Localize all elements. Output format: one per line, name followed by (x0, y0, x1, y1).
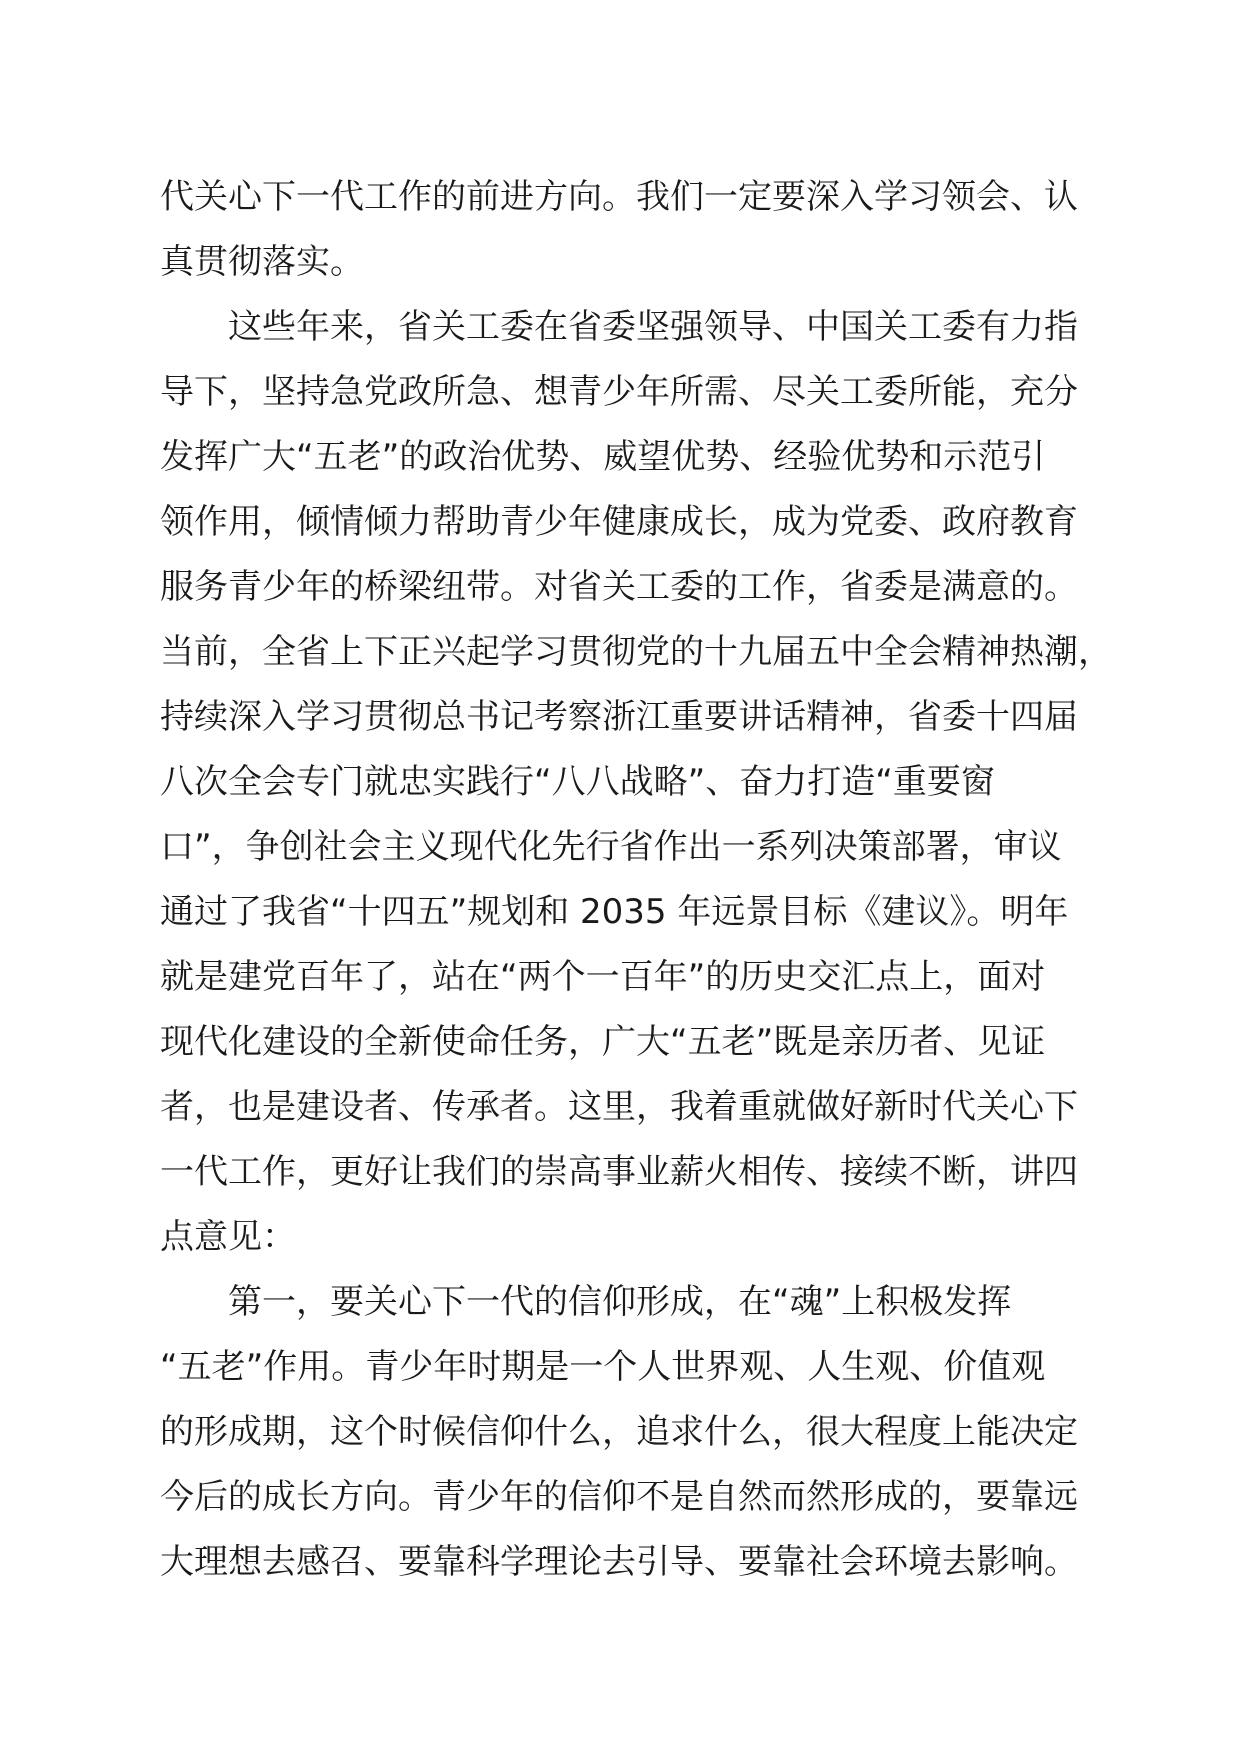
text-line: 大理想去感召、要靠科学理论去引导、要靠社会环境去影响。 (160, 1542, 1078, 1582)
body-text (160, 165, 1120, 1595)
text-line: 代关心下一代工作的前进方向。我们一定要深入学习领会、认 (160, 177, 1078, 217)
text-line: 导下，坚持急党政所急、想青少年所需、尽关工委所能，充分 (160, 372, 1078, 412)
text-line: 口”，争创社会主义现代化先行省作出一系列决策部署，审议 (160, 827, 1062, 867)
text-line: 真贯彻落实。 (160, 242, 364, 282)
text-line: 一代工作，更好让我们的崇高事业薪火相传、接续不断，讲四 (160, 1152, 1078, 1192)
text-line: 今后的成长方向。青少年的信仰不是自然而然形成的，要靠远 (160, 1477, 1078, 1517)
text-line: 这些年来，省关工委在省委坚强领导、中国关工委有力指 (228, 307, 1078, 347)
text-line: 点意见： (160, 1217, 296, 1257)
text-line: 者，也是建设者、传承者。这里，我着重就做好新时代关心下 (160, 1087, 1078, 1127)
text-line: 就是建党百年了，站在“两个一百年”的历史交汇点上，面对 (160, 957, 1046, 997)
text-line: 第一，要关心下一代的信仰形成，在“魂”上积极发挥 (228, 1282, 1012, 1322)
text-line: 领作用，倾情倾力帮助青少年健康成长，成为党委、政府教育 (160, 502, 1078, 542)
text-line: 发挥广大“五老”的政治优势、威望优势、经验优势和示范引 (160, 437, 1046, 477)
text-line: 现代化建设的全新使命任务，广大“五老”既是亲历者、见证 (160, 1022, 1046, 1062)
text-line: 的形成期，这个时候信仰什么，追求什么，很大程度上能决定 (160, 1412, 1078, 1452)
text-line: 通过了我省“十四五”规划和 2035 年远景目标《建议》。明年 (160, 892, 1069, 932)
text-line: 当前，全省上下正兴起学习贯彻党的十九届五中全会精神热潮， (160, 632, 1112, 672)
text-line: “五老”作用。青少年时期是一个人世界观、人生观、价值观 (160, 1347, 1046, 1387)
text-line: 持续深入学习贯彻总书记考察浙江重要讲话精神，省委十四届 (160, 697, 1078, 737)
text-line: 服务青少年的桥梁纽带。对省关工委的工作，省委是满意的。 (160, 567, 1078, 607)
text-line: 八次全会专门就忠实践行“八八战略”、奋力打造“重要窗 (160, 762, 995, 802)
